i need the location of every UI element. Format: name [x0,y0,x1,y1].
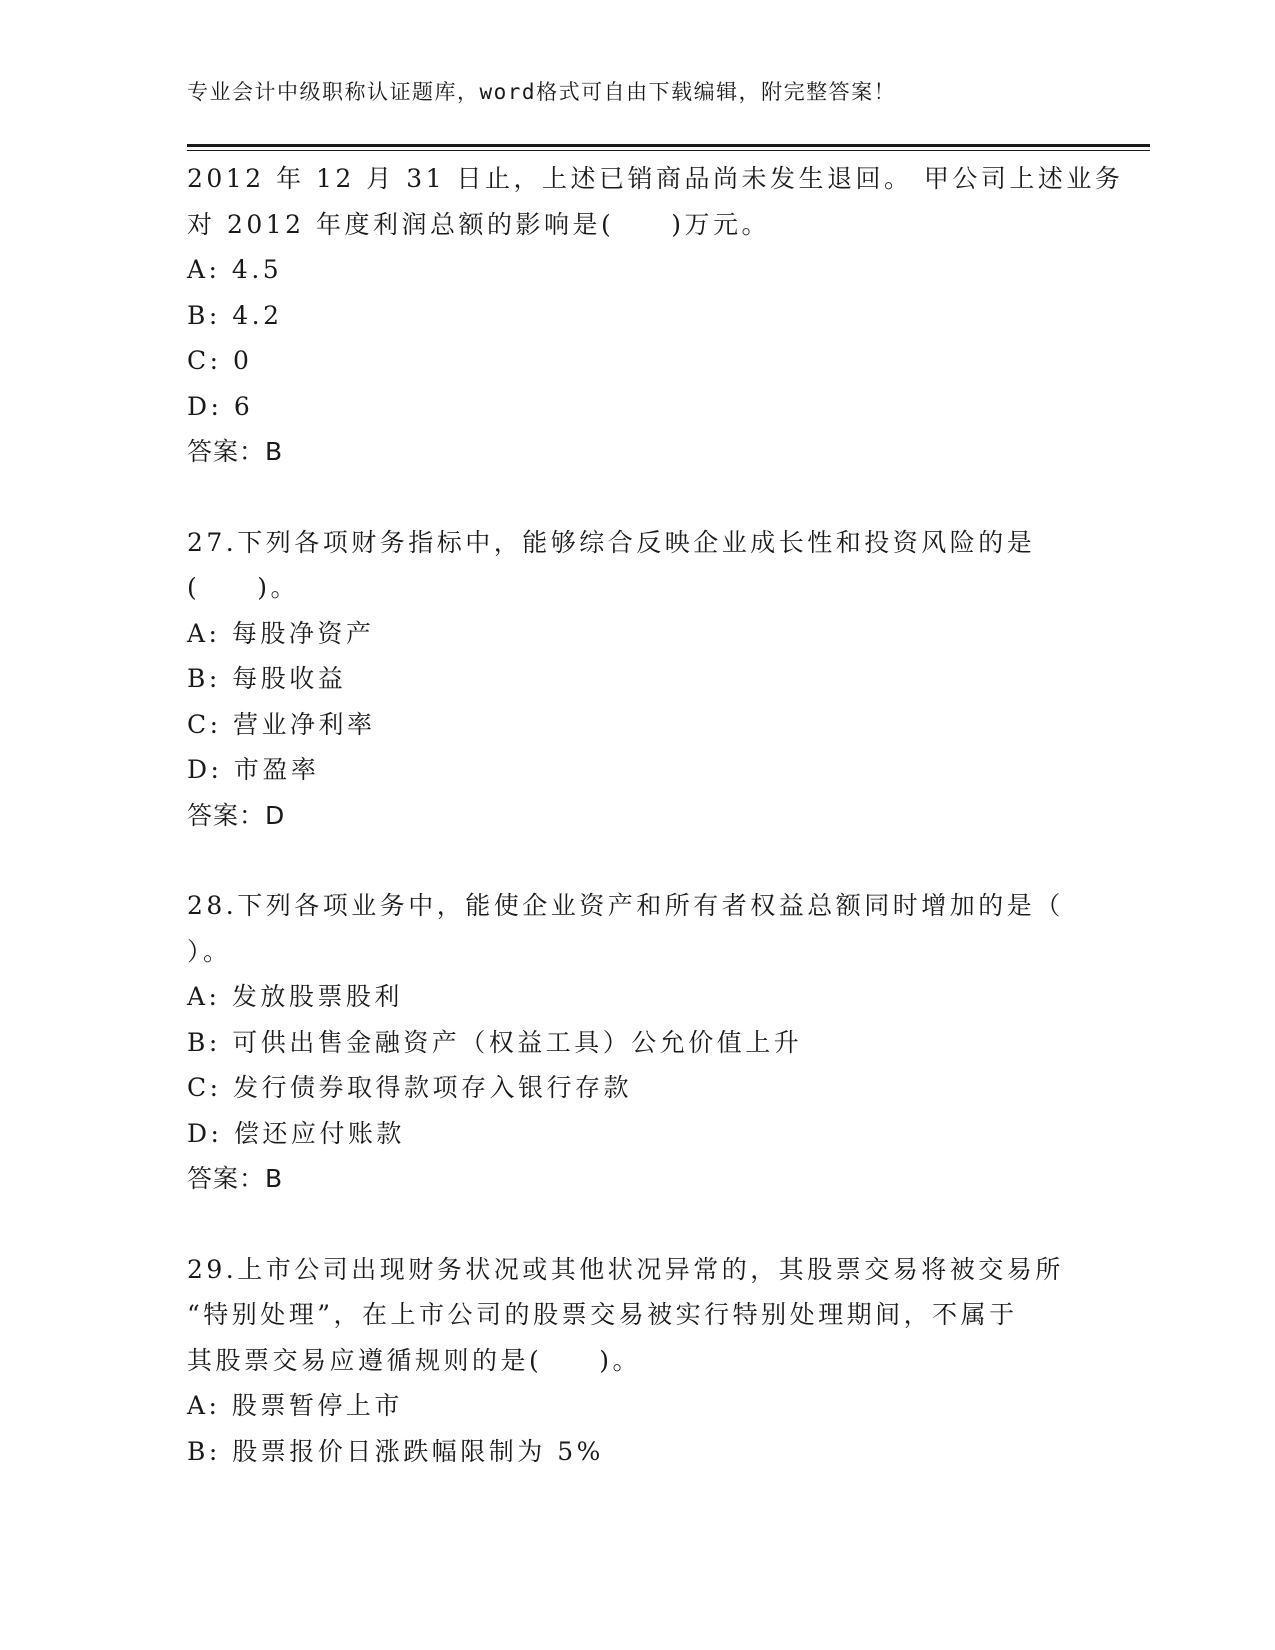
page-header: 专业会计中级职称认证题库，word格式可自由下载编辑，附完整答案！ [187,80,897,104]
question-29 [187,1247,1087,1475]
question-text-line: 其股票交易应遵循规则的是( )。 [187,1345,642,1375]
question-text-line: 27.下列各项财务指标中，能够综合反映企业成长性和投资风险的是 [187,527,1036,557]
question-text-line: ( )。 [187,573,300,602]
option-b: B: 4.2 [187,300,283,330]
option-d: D: 6 [187,391,254,421]
question-text-line: ）。 [187,936,232,966]
question-text-line: 2012 年 12 月 31 日止，上述已销商品尚未发生退回。 甲公司上述业务 [187,164,1124,193]
question-text-line: 对 2012 年度利润总额的影响是( )万元。 [187,209,771,239]
question-text-line: 29.上市公司出现财务状况或其他状况异常的，其股票交易将被交易所 [187,1254,1064,1284]
header-rule-thin [187,150,1150,151]
header-rule-thick [187,144,1150,147]
option-b: B: 可供出售金融资产（权益工具）公允价值上升 [187,1027,803,1057]
option-b: B: 股票报价日涨跌幅限制为 5% [187,1436,604,1466]
option-d: D: 偿还应付账款 [187,1118,405,1148]
answer-line: 答案：D [187,800,286,830]
option-a: A: 4.5 [187,255,283,284]
question-27 [187,520,1087,839]
option-c: C: 发行债券取得款项存入银行存款 [187,1073,632,1102]
option-a: A: 每股净资产 [187,618,375,648]
question-26-tail [187,156,1124,475]
document-body [187,156,1124,1474]
question-text-line: “特别处理”，在上市公司的股票交易被实行特别处理期间，不属于 [187,1300,1018,1329]
option-d: D: 市盈率 [187,755,320,784]
option-b: B: 每股收益 [187,664,347,693]
option-a: A: 发放股票股利 [187,982,403,1011]
answer-line: 答案：B [187,437,284,466]
question-text-line: 28.下列各项业务中，能使企业资产和所有者权益总额同时增加的是（ [187,891,1064,920]
answer-line: 答案：B [187,1164,284,1193]
option-c: C: 0 [187,346,253,375]
question-28 [187,883,1087,1202]
option-a: A: 股票暂停上市 [187,1391,403,1420]
option-c: C: 营业净利率 [187,709,376,739]
